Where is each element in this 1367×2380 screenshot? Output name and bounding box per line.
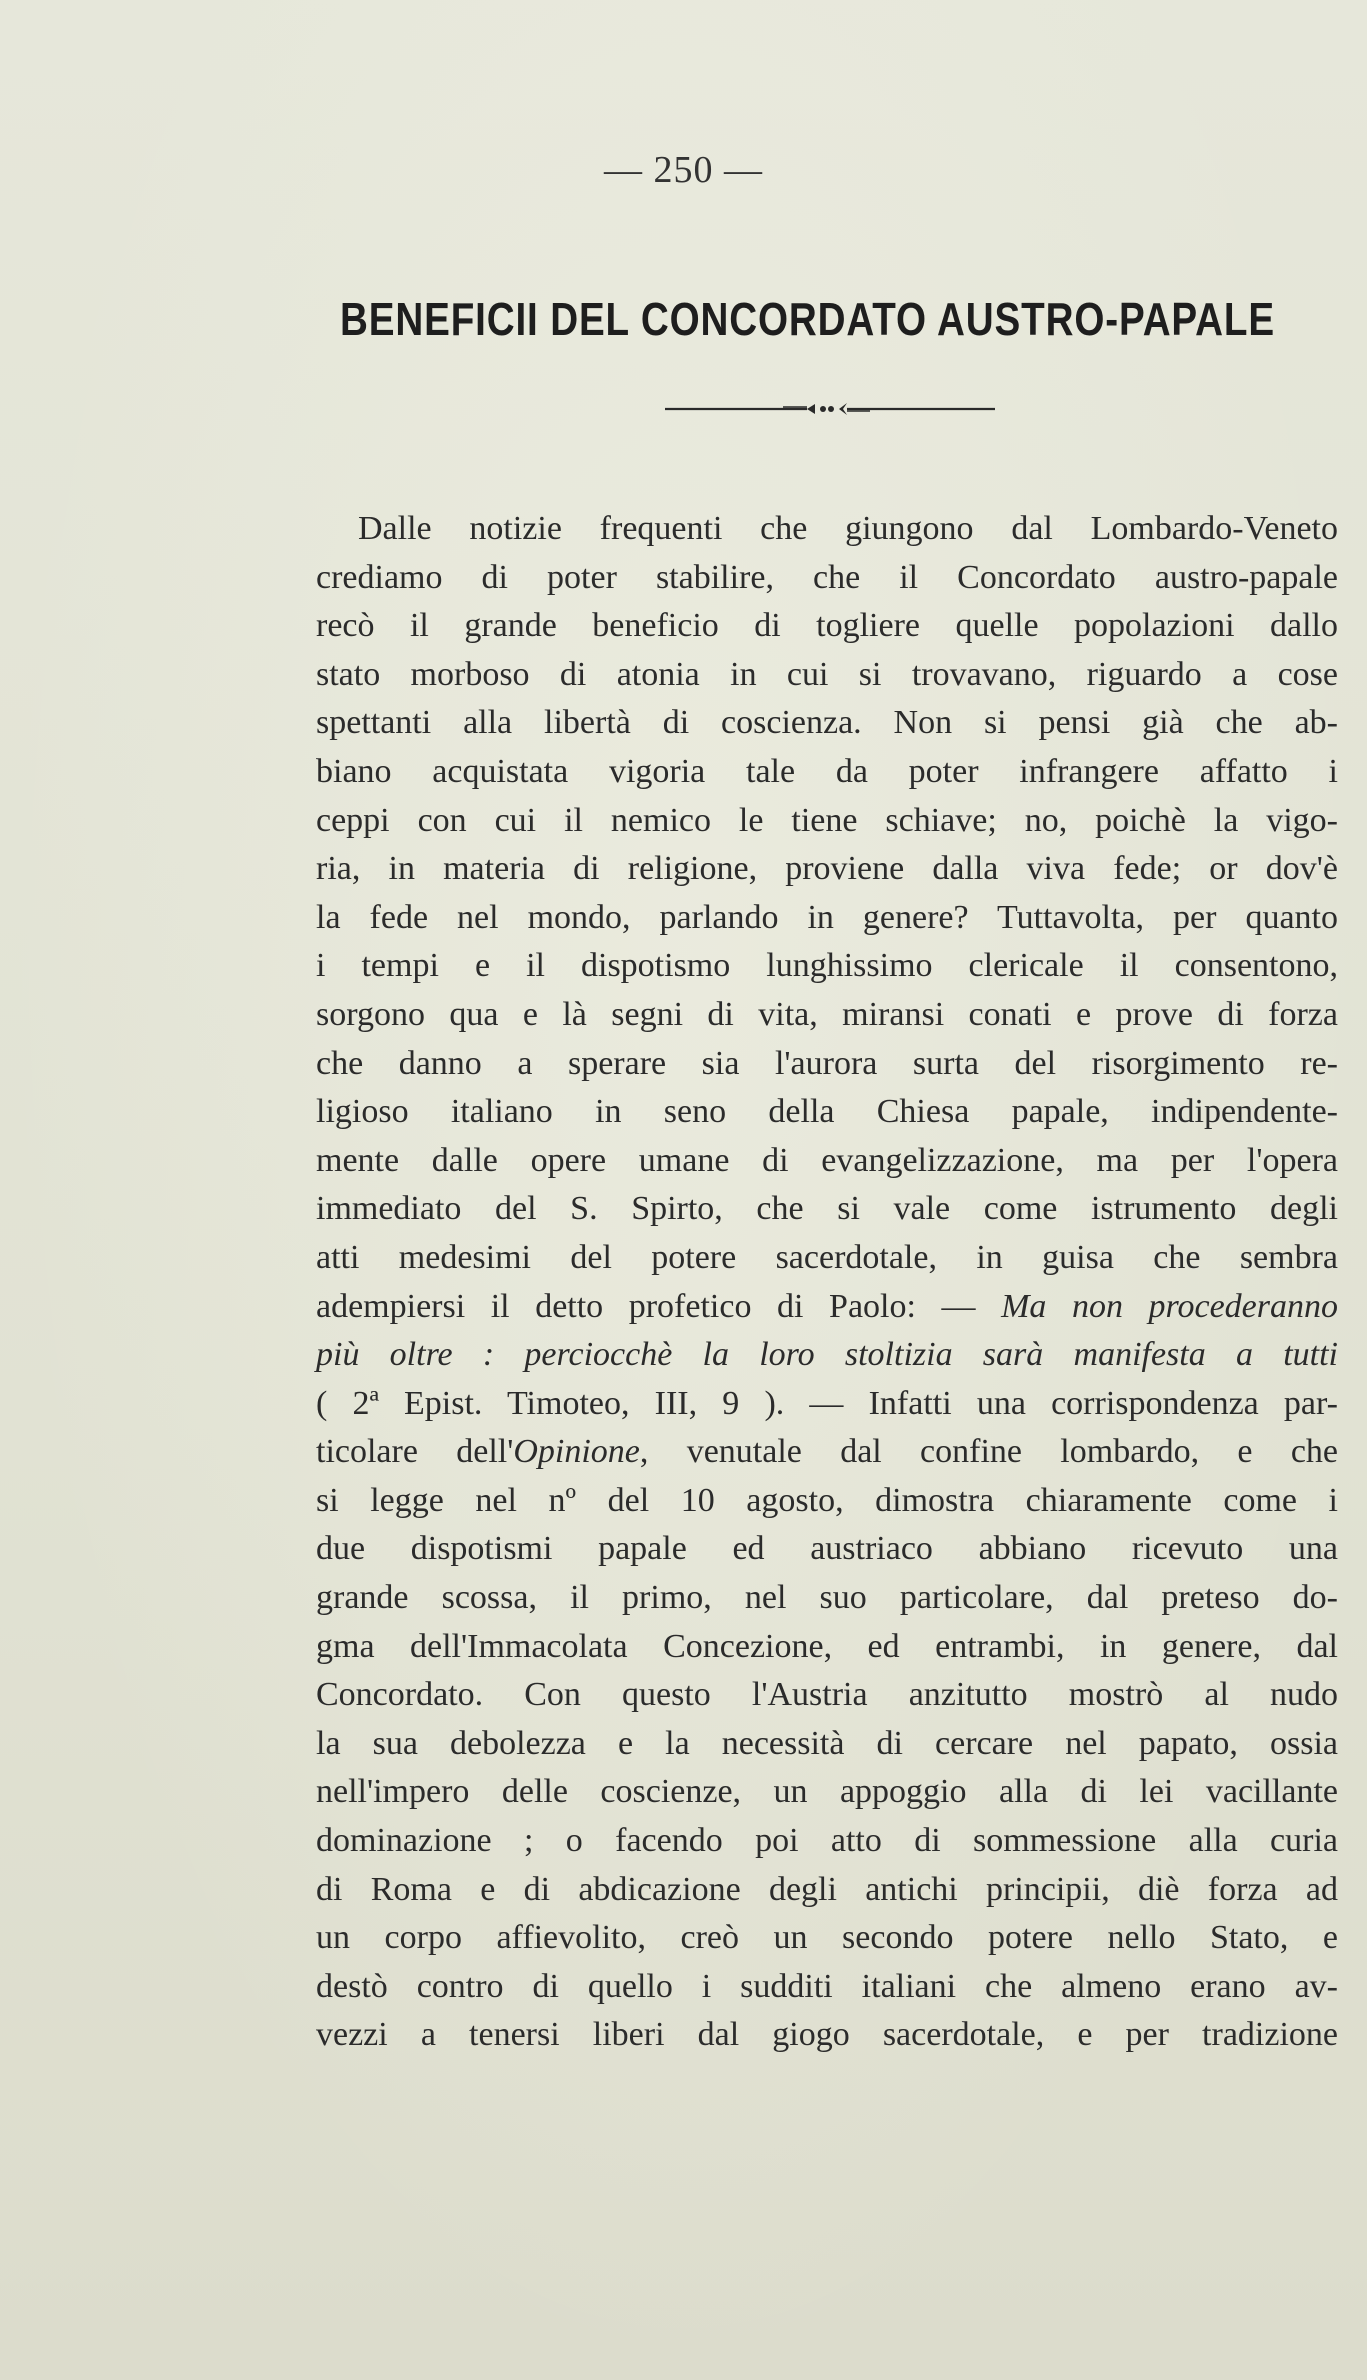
text-line: un corpo affievolito, creò un secondo potere nello Stato, e <box>316 1919 1338 1957</box>
text-fragment: , venutale dal confine lombardo, e che <box>639 1433 1338 1471</box>
italic-quote: più oltre : perciocchè la loro stoltizia sarà manifesta a tutti <box>316 1336 1338 1374</box>
text-line: mente dalle opere umane di evangelizzazione, ma per l'opera <box>316 1141 1338 1179</box>
text-line: grande scossa, il primo, nel suo particolare, dal preteso do- <box>316 1579 1338 1617</box>
text-line: immediato del S. Spirto, che si vale come istrumento degli <box>316 1190 1338 1228</box>
text-fragment: adempiersi il detto profetico di Paolo: — <box>316 1287 976 1325</box>
text-line: gma dell'Immacolata Concezione, ed entrambi, in genere, dal <box>316 1627 1338 1665</box>
text-line: vezzi a tenersi liberi dal giogo sacerdotale, e per tradizione <box>316 2016 1338 2054</box>
text-line: i tempi e il dispotismo lunghissimo clericale il consentono, <box>316 947 1338 985</box>
text-line: spettanti alla libertà di coscienza. Non si pensi già che ab- <box>316 704 1338 742</box>
italic-quote: Ma non procederanno <box>1001 1287 1339 1325</box>
text-line: sorgono qua e là segni di vita, miransi conati e prove di forza <box>316 995 1338 1033</box>
text-line: la sua debolezza e la necessità di cercare nel papato, ossia <box>316 1724 1338 1762</box>
text-line: che danno a sperare sia l'aurora surta del risorgimento re- <box>316 1044 1338 1082</box>
text-line: due dispotismi papale ed austriaco abbiano ricevuto una <box>316 1530 1338 1568</box>
text-line: ligioso italiano in seno della Chiesa papale, indipendente- <box>316 1093 1338 1131</box>
text-line: nell'impero delle coscienze, un appoggio alla di lei vacillante <box>316 1773 1338 1811</box>
ornamental-rule-icon <box>665 397 995 421</box>
text-line: dominazione ; o facendo poi atto di sommessione alla curia <box>316 1822 1338 1860</box>
chapter-title: BENEFICII DEL CONCORDATO AUSTRO-PAPALE <box>340 293 1275 345</box>
text-line: destò contro di quello i sudditi italiani che almeno erano av- <box>316 1967 1338 2005</box>
page-number: — 250 — <box>604 149 763 191</box>
text-line-mixed <box>316 1428 1338 1477</box>
body-paragraph <box>316 505 1338 2060</box>
text-line: Concordato. Con questo l'Austria anzitutto mostrò al nudo <box>316 1676 1338 1714</box>
text-line: ria, in materia di religione, proviene dalla viva fede; or dov'è <box>316 850 1338 888</box>
text-line: crediamo di poter stabilire, che il Concordato austro-papale <box>316 558 1338 596</box>
text-line: ceppi con cui il nemico le tiene schiave; no, poichè la vigo- <box>316 801 1338 839</box>
italic-newspaper-title: Opinione <box>513 1433 640 1471</box>
text-line-italic <box>316 1331 1338 1380</box>
text-line: stato morboso di atonia in cui si trovavano, riguardo a cose <box>316 655 1338 693</box>
text-fragment: ticolare dell' <box>316 1433 514 1471</box>
text-line: atti medesimi del potere sacerdotale, in guisa che sembra <box>316 1238 1338 1276</box>
text-line: ( 2ª Epist. Timoteo, III, 9 ). — Infatti una corrispondenza par- <box>316 1384 1338 1422</box>
text-line: di Roma e di abdicazione degli antichi principii, diè forza ad <box>316 1870 1338 1908</box>
text-line: recò il grande beneficio di togliere quelle popolazioni dallo <box>316 607 1338 645</box>
text-line: la fede nel mondo, parlando in genere? Tuttavolta, per quanto <box>316 898 1338 936</box>
text-line: biano acquistata vigoria tale da poter infrangere affatto i <box>316 752 1338 790</box>
text-line: Dalle notizie frequenti che giungono dal Lombardo-Veneto <box>358 510 1338 547</box>
text-line: si legge nel nº del 10 agosto, dimostra chiaramente come i <box>316 1481 1338 1519</box>
text-line-mixed <box>316 1283 1338 1332</box>
